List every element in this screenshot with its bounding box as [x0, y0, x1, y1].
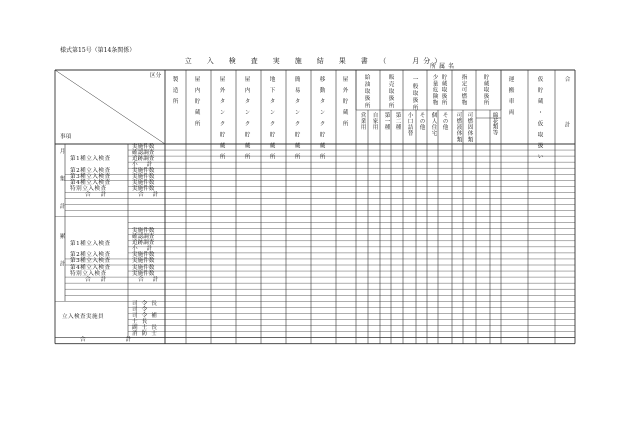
eigyo-subheader: 営業用 — [359, 112, 366, 131]
chozo-column-header: 貯蔵取扱所 — [440, 74, 447, 106]
row-label-dai4: 第4種立入検査 — [70, 264, 111, 271]
hanbai-column-header: 販売取扱所 — [387, 74, 394, 110]
department-label: 所属名 — [430, 63, 458, 70]
okunai-tank-column-header: 屋内タンク貯蔵所 — [243, 76, 250, 165]
okugai-tank-column-header: 屋外タンク貯蔵所 — [218, 76, 225, 165]
row-label-jisshi: 実施件数 — [132, 167, 155, 174]
row-label-dai2: 第2種立入検査 — [70, 252, 111, 259]
staff-rank: 士長 — [132, 318, 152, 325]
staff-label: 立入検査実施員 — [62, 314, 104, 321]
jika-subheader: 自家用 — [371, 112, 378, 131]
staff-rank: 司令長 — [132, 300, 161, 307]
row-label-gokei-sub: 合計 — [138, 191, 168, 198]
shitei-column-header: 指定可燃物 — [460, 74, 467, 106]
row-label-dai1: 第1種立入検査 — [70, 156, 111, 162]
kantan-tank-column-header: 簡易タンク貯蔵所 — [293, 76, 300, 165]
staff-rank: 副士長 — [132, 325, 161, 331]
row-label-dai2: 第2種立入検査 — [70, 167, 111, 174]
group-label: 月集計 — [58, 148, 65, 231]
row-label-dai1: 第1種立入検査 — [70, 240, 111, 247]
row-label-jisshi: 実施件数 — [132, 228, 155, 235]
sonota-subheader: その他 — [418, 112, 425, 131]
row-label-tokubetsu: 特別立入検査 — [70, 270, 107, 277]
ippan-column-header: 一般取扱所 — [411, 76, 418, 112]
chozo2-column-header: 貯蔵取扱所 — [482, 74, 489, 106]
document-title: 立 入 検 査 実 施 結 果 書 （ 月分） — [184, 57, 446, 65]
form-number-label: 様式第15号（第14条関係） — [60, 47, 136, 54]
row-label-jisshi: 実施件数 — [132, 252, 155, 259]
row-label-tokubetsu: 特別立入検査 — [70, 185, 107, 192]
row-label-shokei: 小計 — [132, 161, 162, 168]
staff-rank: 司令補 — [132, 312, 161, 319]
kanen-ekitai-subheader: 可燃液体類 — [455, 112, 462, 143]
total-column-header: 合計 — [563, 76, 570, 168]
staff-rank: 司令 — [132, 306, 152, 313]
seizo-column-header: 製造所 — [171, 76, 178, 110]
okugai-column-header: 屋外貯蔵所 — [341, 76, 348, 132]
row-label-jisshi: 実施件数 — [132, 179, 155, 186]
row-label-jisshi: 実施件数 — [132, 258, 155, 265]
row-label-gokei: 合計 — [85, 191, 117, 198]
row-label-kakunin: 確認調査 — [132, 234, 155, 241]
kanen-kotai-subheader: 可燃固体類 — [466, 112, 473, 143]
row-label-gokei-sub: 合計 — [138, 276, 168, 283]
sonota2-subheader: その他 — [441, 112, 448, 131]
row-label-jisshi: 実施件数 — [132, 173, 155, 180]
row-label-dai3: 第3種立入検査 — [70, 173, 111, 180]
staff-rank: 消防士 — [132, 331, 161, 338]
men-subheader: 綿花類等 — [491, 112, 498, 136]
dai2-subheader: 第二種 — [394, 112, 401, 131]
dai1-subheader: 第一種 — [383, 112, 390, 131]
kokei-subheader: 小口詰替 — [406, 112, 413, 137]
corner-top-label: 区分 — [150, 73, 162, 79]
shoryo-column-header: 少量危険物 — [431, 74, 438, 106]
chika-tank-column-header: 地下タンク貯蔵所 — [268, 76, 275, 165]
row-label-dai3: 第3種立入検査 — [70, 258, 111, 265]
row-label-kakunin: 確認調査 — [132, 149, 155, 156]
corner-bottom-label: 事項 — [60, 134, 72, 140]
row-label-jisshi: 実施件数 — [132, 143, 155, 150]
row-label-tsuiseki: 追跡調査 — [132, 240, 155, 247]
row-label-dai4: 第4種立入検査 — [70, 179, 111, 186]
kojin-subheader: 個人住宅 — [430, 112, 437, 137]
unpan-column-header: 運搬車両 — [507, 76, 514, 121]
group-label: 累計 — [58, 232, 65, 288]
row-label-jisshi: 実施件数 — [132, 185, 155, 192]
corner-diagonal — [55, 70, 165, 144]
row-label-jisshi: 実施件数 — [132, 270, 155, 277]
row-label-shokei: 小計 — [132, 246, 162, 253]
okunai-column-header: 屋内貯蔵所 — [193, 76, 200, 132]
kyuyu-column-header: 給油取扱所 — [363, 74, 370, 110]
ido-tank-column-header: 移動タンク貯蔵所 — [318, 76, 325, 165]
row-label-tsuiseki: 追跡調査 — [132, 155, 155, 162]
grand-total-label: 合計 — [80, 337, 172, 344]
row-label-jisshi: 実施件数 — [132, 264, 155, 271]
row-label-gokei: 合計 — [85, 276, 117, 283]
kari-column-header: 仮貯蔵・仮取扱い — [536, 76, 543, 165]
